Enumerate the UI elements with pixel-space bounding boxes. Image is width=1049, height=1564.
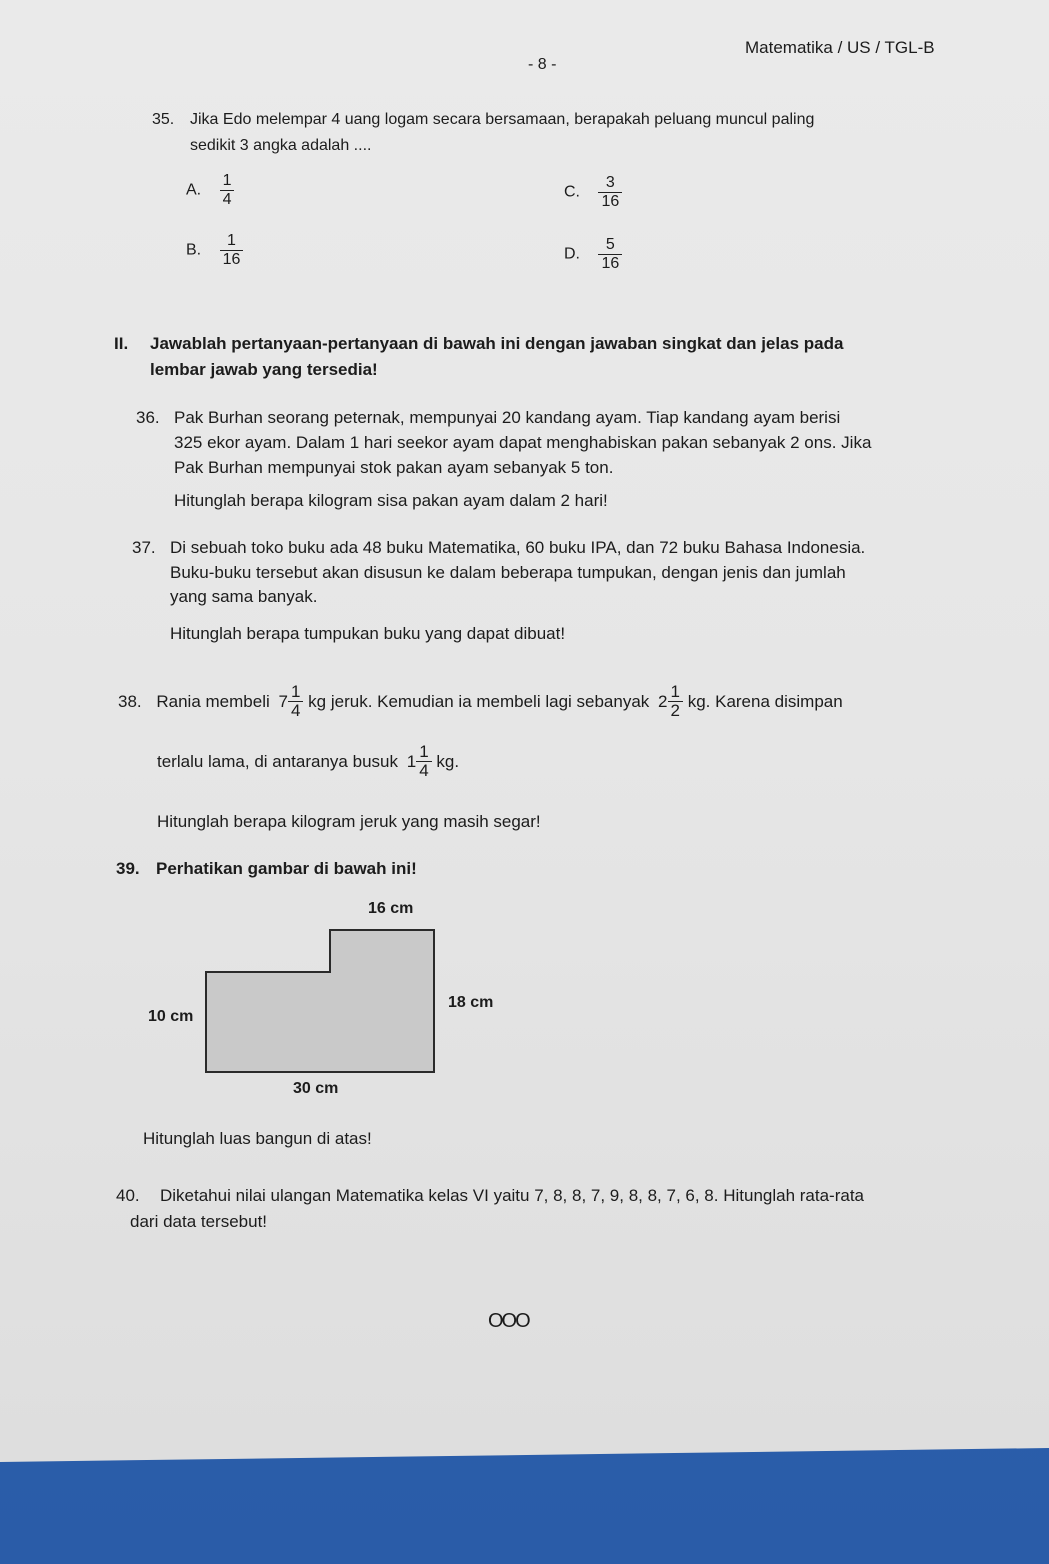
option-d-fraction: [598, 236, 622, 273]
q39-shape-figure: [200, 920, 450, 1080]
q39-number: 39.: [116, 859, 140, 878]
q38-mixed-2-num: 1: [668, 683, 683, 702]
q38-number: 38.: [118, 692, 142, 711]
q38-mixed-1-fraction: [288, 683, 303, 720]
q40-line1: Diketahui nilai ulangan Matematika kelas VI yaitu 7, 8, 8, 7, 9, 8, 8, 7, 6, 8. Hitunglah rata-rata: [160, 1186, 865, 1205]
q38-text-1: Rania membeli: [156, 692, 270, 711]
q37-number: 37.: [132, 538, 156, 557]
option-c-denominator: 16: [601, 193, 620, 210]
q36-line3: Pak Burhan mempunyai stok pakan ayam sebanyak 5 ton.: [174, 458, 614, 477]
l-shape: [206, 930, 434, 1072]
q38-mixed-1: [278, 682, 309, 720]
option-d-numerator: 5: [598, 236, 622, 255]
q38-mixed-2-whole: 2: [658, 692, 668, 711]
label-left-height: 10 cm: [148, 1008, 194, 1025]
page-number: - 8 -: [528, 56, 557, 73]
q38-mixed-1-den: 4: [290, 701, 301, 720]
q38-text-3: kg. Karena disimpan: [687, 692, 843, 711]
label-bottom-width: 30 cm: [293, 1080, 339, 1097]
option-d-denominator: 16: [601, 255, 620, 272]
q38-mixed-1-num: 1: [288, 683, 303, 702]
q37-line3: yang sama banyak.: [170, 587, 318, 606]
q35-option-d: [564, 236, 622, 273]
q38-line1: [118, 683, 843, 720]
option-b-denominator: 16: [222, 251, 241, 268]
q35-line1: Jika Edo melempar 4 uang logam secara bersamaan, berapakah peluang muncul paling: [190, 111, 815, 128]
option-c-fraction: [598, 174, 622, 211]
q35-option-c: [564, 174, 622, 211]
label-top-width: 16 cm: [368, 900, 414, 917]
q38-line3: Hitunglah berapa kilogram jeruk yang masih segar!: [157, 812, 541, 831]
q40-line2: dari data tersebut!: [130, 1212, 268, 1231]
option-a-fraction: [220, 172, 235, 209]
option-a-numerator: 1: [220, 172, 235, 191]
q36-line4: Hitunglah berapa kilogram sisa pakan ayam dalam 2 hari!: [174, 491, 608, 510]
q37-line1: Di sebuah toko buku ada 48 buku Matematika, 60 buku IPA, dan 72 buku Bahasa Indonesia.: [170, 538, 866, 557]
option-b-numerator: 1: [220, 232, 244, 251]
option-c-numerator: 3: [598, 174, 622, 193]
q39-instruction: Perhatikan gambar di bawah ini!: [156, 859, 417, 878]
option-a-letter: A.: [186, 181, 202, 199]
q36-line1: Pak Burhan seorang peternak, mempunyai 20 kandang ayam. Tiap kandang ayam berisi: [174, 408, 841, 427]
option-b-letter: B.: [186, 241, 202, 259]
q39-question: Hitunglah luas bangun di atas!: [143, 1129, 372, 1148]
q37-line2: Buku-buku tersebut akan disusun ke dalam beberapa tumpukan, dengan jenis dan jumlah: [170, 563, 846, 582]
subject-header: Matematika / US / TGL-B: [745, 38, 935, 57]
option-a-denominator: 4: [222, 191, 232, 208]
q38-text-5: kg.: [436, 752, 460, 771]
q38-line2: [157, 743, 459, 780]
q38-mixed-3-fraction: [416, 743, 431, 780]
q38-mixed-3-num: 1: [416, 743, 431, 762]
q36-line2: 325 ekor ayam. Dalam 1 hari seekor ayam dapat menghabiskan pakan sebanyak 2 ons. Jika: [174, 433, 872, 452]
q38-mixed-3-whole: 1: [406, 752, 417, 771]
q37-line4: Hitunglah berapa tumpukan buku yang dapat dibuat!: [170, 624, 566, 643]
q38-mixed-1-whole: 7: [278, 692, 288, 711]
section-2-number: II.: [114, 334, 129, 353]
q35-option-a: [186, 172, 234, 209]
q38-mixed-2-fraction: [668, 683, 683, 720]
section-2-line2: lembar jawab yang tersedia!: [150, 360, 378, 379]
q38-mixed-2: [658, 682, 688, 720]
option-c-letter: C.: [564, 183, 580, 201]
label-right-height: 18 cm: [448, 994, 494, 1011]
section-2-line1: Jawablah pertanyaan-pertanyaan di bawah ini dengan jawaban singkat dan jelas pada: [150, 334, 844, 353]
q36-number: 36.: [136, 408, 160, 427]
q35-line2: sedikit 3 angka adalah ....: [190, 137, 372, 154]
end-mark: OOO: [488, 1310, 529, 1332]
q38-mixed-3: [406, 742, 437, 780]
q40-number: 40.: [116, 1186, 140, 1205]
q38-mixed-3-den: 4: [419, 761, 429, 780]
q38-text-4: terlalu lama, di antaranya busuk: [157, 752, 398, 771]
option-b-fraction: [220, 232, 244, 269]
q35-option-b: [186, 232, 243, 269]
option-d-letter: D.: [564, 245, 580, 263]
q35-number: 35.: [152, 111, 175, 128]
q38-text-2: kg jeruk. Kemudian ia membeli lagi sebanyak: [308, 692, 650, 711]
q38-mixed-2-den: 2: [670, 701, 680, 720]
